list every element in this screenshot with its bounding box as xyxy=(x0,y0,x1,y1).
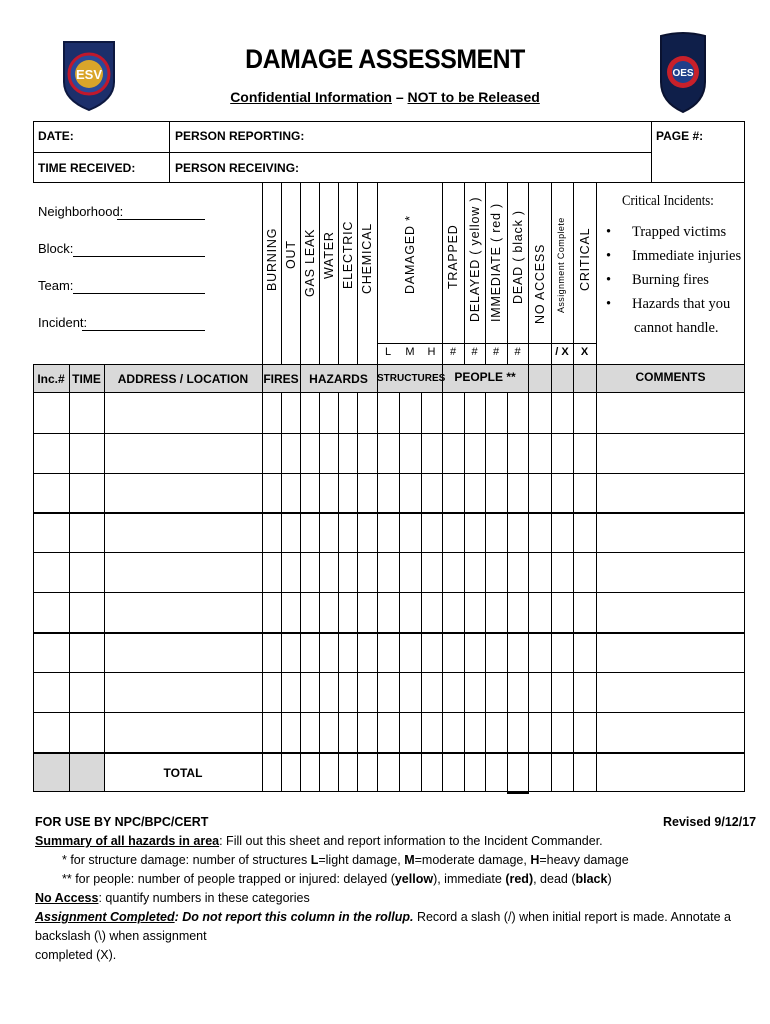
header-address: ADDRESS / LOCATION xyxy=(117,372,249,386)
col-assignment-complete: Assignment Complete xyxy=(556,217,566,313)
incident-field[interactable] xyxy=(38,315,87,330)
sub-slash-x: / X xyxy=(555,346,569,358)
neighborhood-field[interactable] xyxy=(38,204,123,219)
critical-item: cannot handle. xyxy=(634,320,719,336)
critical-item: • Burning fires xyxy=(606,272,709,288)
col-electric: ELECTRIC xyxy=(340,220,355,289)
assessment-table xyxy=(33,364,745,792)
header-inc: Inc.# xyxy=(37,372,65,386)
page-title: DAMAGE ASSESSMENT xyxy=(245,44,525,74)
sub-h: H xyxy=(427,346,436,358)
critical-item: • Trapped victims xyxy=(606,224,727,240)
page-number-label: PAGE #: xyxy=(656,129,704,143)
sub-trapped-hash: # xyxy=(449,346,457,358)
sub-x: X xyxy=(580,346,589,358)
critical-item: • Immediate injuries xyxy=(606,248,742,264)
person-receiving-label: PERSON RECEIVING: xyxy=(175,161,300,175)
header-structures: STRUCTURES xyxy=(377,373,446,384)
col-critical: CRITICAL xyxy=(577,227,592,291)
col-water: WATER xyxy=(321,231,336,279)
sub-dead-hash: # xyxy=(514,346,521,358)
col-dead: DEAD ( black ) xyxy=(510,210,525,304)
header-comments: COMMENTS xyxy=(635,370,706,384)
time-received-label: TIME RECEIVED: xyxy=(38,161,136,175)
footer-notes: Summary of all hazards in area: Fill out this sheet and report information to the Incident Commander. * for structure damage: number of structures L=light damage, M=moderate damage, H=heavy damage ** for people: number of people trapped or injured: delayed (yellow), immediate (red), dead (black) No Access: quantify numbers in these categories Assignment Completed: Do not report this column in the rollup. Record a slash (/) when initial report is made. Annotate a backslash (\) when assignment completed (X). xyxy=(35,834,732,962)
header-time: TIME xyxy=(72,372,101,386)
col-gas-leak: GAS LEAK xyxy=(302,228,317,297)
block-field[interactable] xyxy=(38,241,73,256)
critical-item: • Hazards that you xyxy=(606,296,731,312)
col-no-access: NO ACCESS xyxy=(532,243,547,324)
svg-text:ESV: ESV xyxy=(75,67,103,82)
person-reporting-label: PERSON REPORTING: xyxy=(175,129,305,143)
col-out: OUT xyxy=(283,240,298,269)
incident-label: Incident: xyxy=(38,315,88,330)
date-label: DATE: xyxy=(38,129,74,143)
footer-revised: Revised 9/12/17 xyxy=(663,815,757,829)
col-immediate: IMMEDIATE ( red ) xyxy=(489,203,503,322)
col-burning: BURNING xyxy=(264,227,279,291)
critical-incidents-title: Critical Incidents: xyxy=(622,193,714,209)
col-chemical: CHEMICAL xyxy=(360,223,374,294)
header-fires: FIRES xyxy=(263,372,299,386)
sub-l: L xyxy=(384,346,392,358)
page-subtitle: Confidential Information – NOT to be Released xyxy=(230,89,540,105)
sub-m: M xyxy=(405,346,415,358)
svg-text:OES: OES xyxy=(672,68,694,79)
neighborhood-label: Neighborhood: xyxy=(38,204,124,219)
block-label: Block: xyxy=(38,241,74,256)
col-delayed: DELAYED ( yellow ) xyxy=(467,196,482,322)
critical-incidents-list xyxy=(606,220,741,340)
total-label: TOTAL xyxy=(163,766,203,780)
sub-delayed-hash: # xyxy=(471,346,478,358)
team-field[interactable] xyxy=(38,278,73,293)
footer-use: FOR USE BY NPC/BPC/CERT xyxy=(35,815,209,829)
sub-immediate-hash: # xyxy=(492,346,500,358)
team-label: Team: xyxy=(38,278,74,293)
col-damaged: DAMAGED * xyxy=(402,215,417,294)
header-people: PEOPLE ** xyxy=(454,370,516,384)
header-hazards: HAZARDS xyxy=(309,372,368,386)
col-trapped: TRAPPED xyxy=(446,224,460,289)
